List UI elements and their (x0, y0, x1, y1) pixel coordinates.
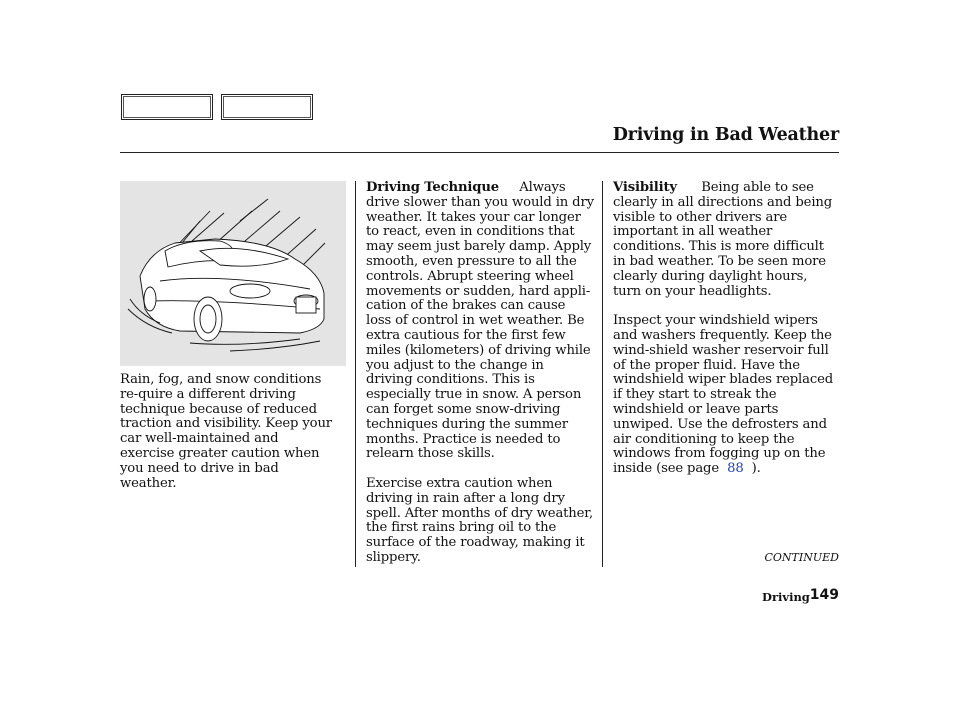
driving-technique-column (366, 181, 594, 581)
wipers-text: Inspect your windshield wipers and washers frequently. Keep the wind-shield washer reservoir full of the proper fluid. Have the windshield wiper blades replaced if they start to streak the windshield or leave parts unwiped. Use the defrosters and air conditioning to keep the windows from fogging up on the inside (see page (613, 313, 834, 477)
visibility-column (613, 181, 839, 492)
driving-technique-text: Always drive slower than you would in dry weather. It takes your car longer to react, even in conditions that may seem just barely damp. Apply smooth, even pressure to all the controls. Abrupt steering wheel movements or sudden, hard appli-cation of the brakes can cause loss of control in wet weather. Be extra cautious for the first few miles (kilometers) of driving while you adjust to the change in driving conditions. This is especially true in snow. A person can forget some snow-driving techniques during the summer months. Practice is needed to relearn those skills. (366, 180, 594, 462)
wipers-text-end: ). (751, 461, 761, 477)
intro-paragraph: Rain, fog, and snow conditions re-quire a different driving technique because of reduced traction and visibility. Keep your car well-maintained and exercise greater caution when you need to drive in bad weather. (120, 372, 332, 491)
driving-technique-heading: Driving Technique (366, 180, 500, 195)
driving-technique-paragraph (366, 181, 594, 462)
footer-section-label: Driving (762, 590, 810, 604)
page-title: Driving in Bad Weather (612, 125, 839, 145)
wipers-paragraph (613, 314, 839, 477)
column-divider-2 (602, 181, 603, 567)
continued-label: CONTINUED (764, 551, 839, 564)
car-rain-drawing (120, 181, 346, 366)
dry-spell-paragraph: Exercise extra caution when driving in rain after a long dry spell. After months of dry weather, the first rains bring oil to the surface of the roadway, making it slippery. (366, 475, 594, 565)
page-number: 149 (809, 587, 839, 603)
page-88-link[interactable]: 88 (727, 461, 744, 477)
visibility-paragraph (613, 181, 839, 299)
nav-button-2[interactable] (221, 94, 313, 120)
intro-column (120, 373, 334, 506)
visibility-heading: Visibility (613, 180, 677, 195)
nav-button-1[interactable] (121, 94, 213, 120)
car-in-rain-illustration (120, 181, 346, 366)
column-divider-1 (355, 181, 356, 567)
visibility-text: Being able to see clearly in all directions and being visible to other drivers are important in all weather conditions. This is more difficult in bad weather. To be seen more clearly during daylight hours, turn on your headlights. (613, 180, 833, 299)
header-rule (120, 152, 839, 153)
